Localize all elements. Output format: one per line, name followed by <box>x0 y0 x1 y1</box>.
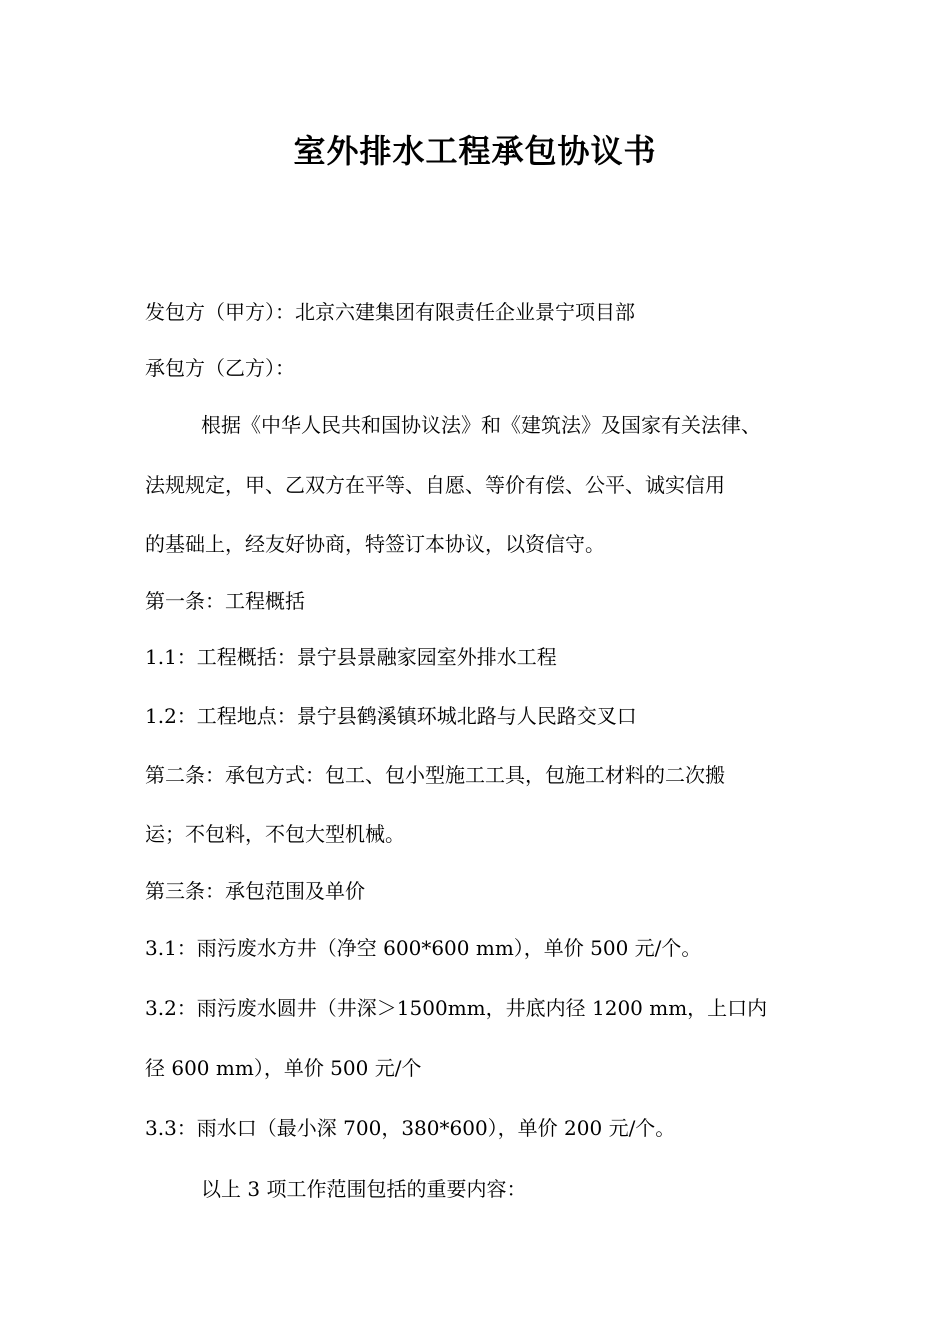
article-2-line-2: 运；不包料，不包大型机械。 <box>145 822 405 846</box>
preamble-line-1: 根据《中华人民共和国协议法》和《建筑法》及国家有关法律、 <box>201 413 761 437</box>
clause-1-1: 1.1：工程概括：景宁县景融家园室外排水工程 <box>145 645 557 669</box>
scope-intro-line: 以上 3 项工作范围包括的重要内容： <box>201 1177 527 1201</box>
document-title: 室外排水工程承包协议书 <box>293 132 657 170</box>
article-1-heading: 第一条：工程概括 <box>145 589 305 613</box>
clause-3-3: 3.3：雨水口（最小深 700，380*600），单价 200 元/个。 <box>145 1116 676 1140</box>
party-a-line: 发包方（甲方）：北京六建集团有限责任企业景宁项目部 <box>145 300 635 324</box>
clause-3-1: 3.1：雨污废水方井（净空 600*600 mm），单价 500 元/个。 <box>145 936 702 960</box>
preamble-line-2: 法规规定，甲、乙双方在平等、自愿、等价有偿、公平、诚实信用 <box>145 473 725 497</box>
clause-1-2: 1.2：工程地点：景宁县鹤溪镇环城北路与人民路交叉口 <box>145 704 637 728</box>
clause-3-2-line-2: 径 600 mm），单价 500 元/个 <box>145 1056 422 1080</box>
party-b-line: 承包方（乙方）： <box>145 356 295 380</box>
clause-3-2-line-1: 3.2：雨污废水圆井（井深＞1500mm，井底内径 1200 mm，上口内 <box>145 996 768 1020</box>
article-2-line-1: 第二条：承包方式：包工、包小型施工工具，包施工材料的二次搬 <box>145 763 725 787</box>
preamble-line-3: 的基础上，经友好协商，特签订本协议，以资信守。 <box>145 532 605 556</box>
article-3-heading: 第三条：承包范围及单价 <box>145 879 365 903</box>
